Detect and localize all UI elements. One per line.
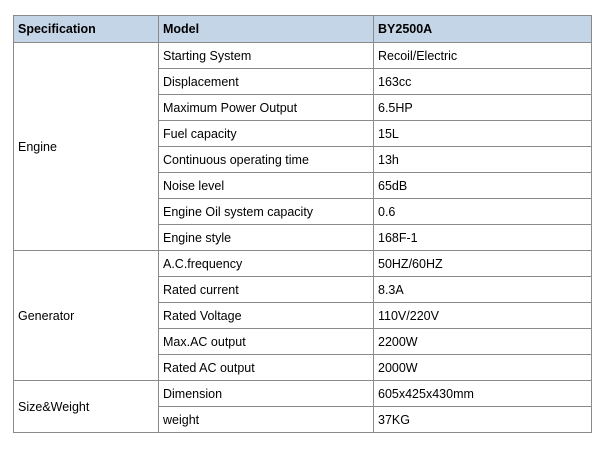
spec-label: Max.AC output: [159, 329, 374, 355]
spec-value: 15L: [374, 121, 592, 147]
spec-value: 50HZ/60HZ: [374, 251, 592, 277]
spec-label: Continuous operating time: [159, 147, 374, 173]
table-row: [14, 381, 592, 407]
group-engine: Engine: [14, 43, 159, 251]
spec-label: Maximum Power Output: [159, 95, 374, 121]
spec-label: weight: [159, 407, 374, 433]
spec-value: 0.6: [374, 199, 592, 225]
header-model-value: BY2500A: [374, 16, 592, 43]
spec-label: Rated current: [159, 277, 374, 303]
spec-label: Dimension: [159, 381, 374, 407]
table-row: [14, 43, 592, 69]
specification-table: [13, 15, 592, 433]
table-row: [14, 251, 592, 277]
spec-value: 65dB: [374, 173, 592, 199]
spec-value: 37KG: [374, 407, 592, 433]
spec-value: 2200W: [374, 329, 592, 355]
spec-label: Displacement: [159, 69, 374, 95]
spec-label: Noise level: [159, 173, 374, 199]
group-generator: Generator: [14, 251, 159, 381]
spec-value: 163cc: [374, 69, 592, 95]
spec-label: Fuel capacity: [159, 121, 374, 147]
spec-value: 605x425x430mm: [374, 381, 592, 407]
spec-value: 13h: [374, 147, 592, 173]
spec-label: Starting System: [159, 43, 374, 69]
spec-value: 110V/220V: [374, 303, 592, 329]
spec-label: Engine Oil system capacity: [159, 199, 374, 225]
spec-value: 168F-1: [374, 225, 592, 251]
spec-value: 8.3A: [374, 277, 592, 303]
spec-value: 2000W: [374, 355, 592, 381]
group-size-weight: Size&Weight: [14, 381, 159, 433]
header-model: Model: [159, 16, 374, 43]
table-header-row: [14, 16, 592, 43]
spec-value: 6.5HP: [374, 95, 592, 121]
spec-label: Rated AC output: [159, 355, 374, 381]
spec-label: Rated Voltage: [159, 303, 374, 329]
spec-value: Recoil/Electric: [374, 43, 592, 69]
spec-label: A.C.frequency: [159, 251, 374, 277]
header-specification: Specification: [14, 16, 159, 43]
spec-label: Engine style: [159, 225, 374, 251]
